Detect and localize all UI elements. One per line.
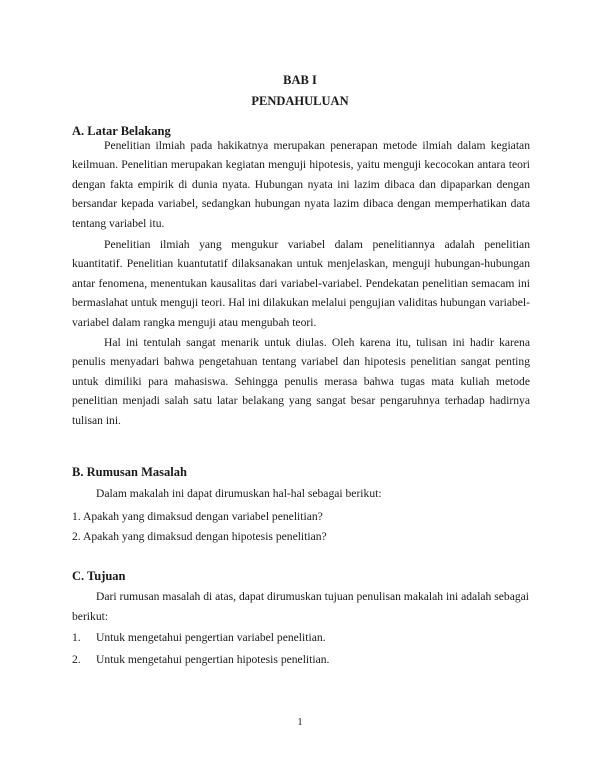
section-a-heading: A. Latar Belakang bbox=[72, 124, 171, 138]
paragraph: Penelitian ilmiah pada hakikatnya merupakan penerapan metode ilmiah dalam kegiatan keilmuan. Penelitian merupakan kegiatan menguji hipotesis, yaitu menguji kecocokan antara teori dengan fakta empirik di dunia nyata. Hubungan nyata ini lazim dibaca dan dipaparkan dengan bersandar kepada variabel, sedangkan hubungan nyata lazim dibaca dengan memperhatikan data tentang variabel itu. bbox=[72, 139, 530, 230]
list-item: 1. Apakah yang dimaksud dengan variabel penelitian? bbox=[72, 510, 323, 523]
section-b-intro: Dalam makalah ini dapat dirumuskan hal-hal sebagai berikut: bbox=[96, 487, 382, 500]
section-c-heading: C. Tujuan bbox=[72, 569, 126, 583]
list-item: 2. Apakah yang dimaksud dengan hipotesis penelitian? bbox=[72, 530, 327, 543]
list-item: Untuk mengetahui pengertian hipotesis penelitian. bbox=[96, 653, 330, 666]
page-number: 1 bbox=[297, 717, 303, 728]
list-item: Untuk mengetahui pengertian variabel penelitian. bbox=[96, 631, 326, 644]
section-b-heading: B. Rumusan Masalah bbox=[72, 465, 187, 479]
chapter-label: BAB I bbox=[283, 73, 317, 87]
list-item-number: 1. bbox=[72, 631, 81, 644]
paragraph: Penelitian ilmiah yang mengukur variabel dalam penelitiannya adalah penelitian kuantitatif. Penelitian kuantutatif dilaksanakan untuk menjelaskan, menguji hubungan-hubungan antar fenomena, menentukan kausalitas dari variabel-variabel. Pendekatan penelitian semacam ini bermaslahat untuk menguji teori. Hal ini dilakukan melalui pengujian validitas hubungan variabel-variabel dalam rangka menguji atau mengubah teori. bbox=[72, 238, 530, 329]
paragraph: Hal ini tentulah sangat menarik untuk diulas. Oleh karena itu, tulisan ini hadir karena penulis menyadari bahwa pengetahuan tentang variabel dan hipotesis penelitian sangat penting untuk dimiliki para mahasiswa. Sehingga penulis merasa bahwa tugas mata kuliah metode penelitian menjadi salah satu latar belakang yang sangat besar pengaruhnya terhadap hadirnya tulisan ini. bbox=[72, 336, 530, 427]
section-c-intro: Dari rumusan masalah di atas, dapat dirumuskan tujuan penulisan makalah ini adalah sebagai bbox=[96, 590, 530, 603]
list-item-number: 2. bbox=[72, 653, 81, 666]
section-c-intro-continued: berikut: bbox=[72, 610, 109, 623]
chapter-title: PENDAHULUAN bbox=[251, 94, 349, 108]
